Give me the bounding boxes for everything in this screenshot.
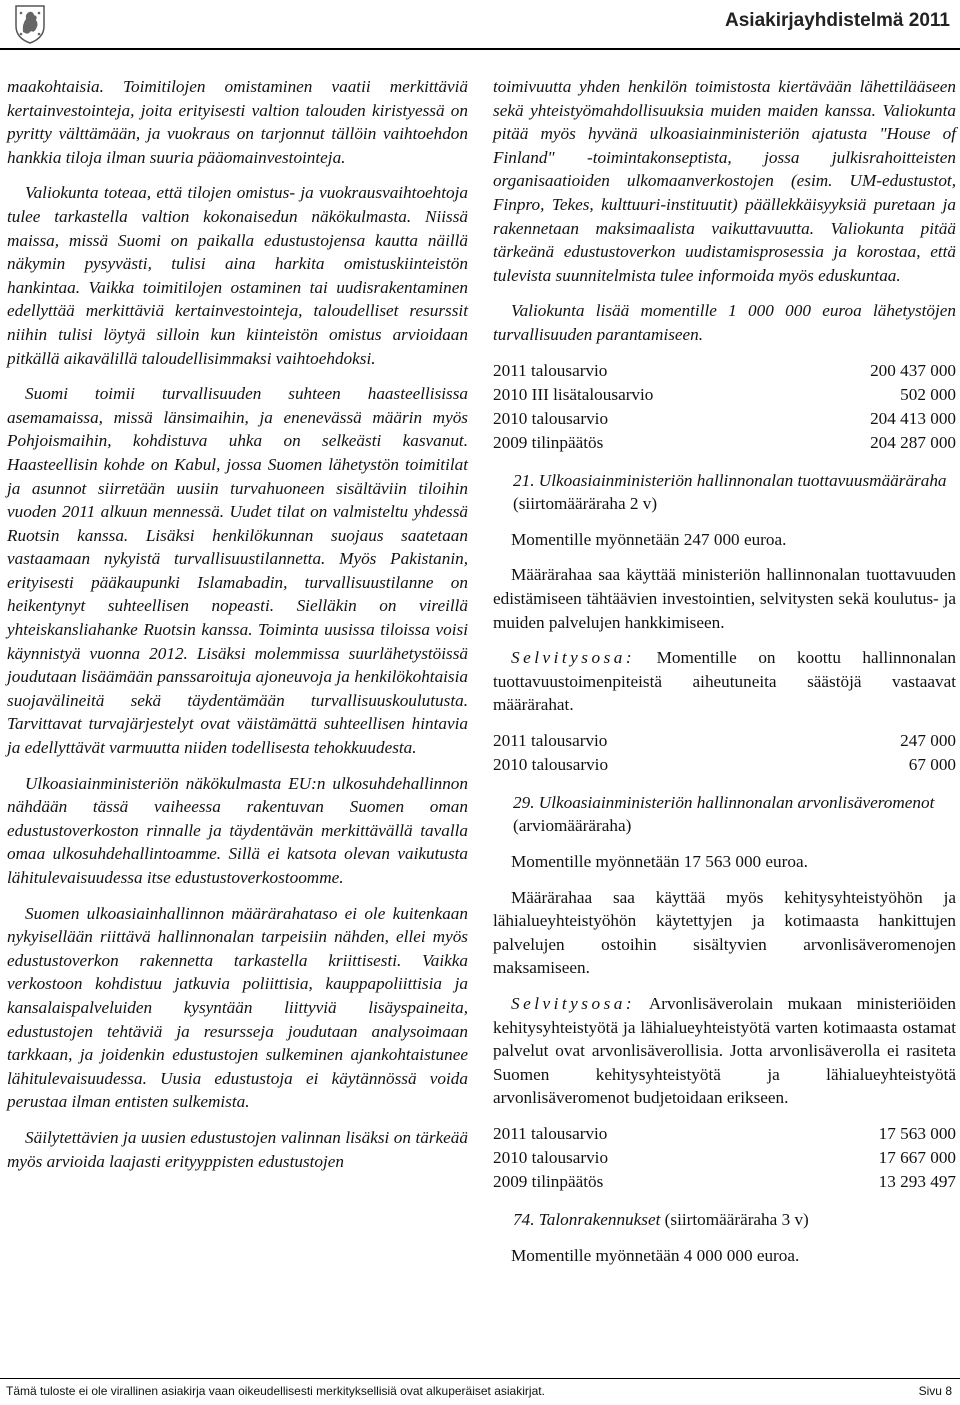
row-value: 200 437 000 <box>870 360 956 380</box>
heading-title: 21. Ulkoasiainministeriön hallinnonalan tuottavuusmääräraha <box>513 470 947 490</box>
row-label: 2011 talousarvio <box>493 1124 608 1143</box>
right-column <box>493 75 956 1279</box>
table-row <box>493 1170 956 1194</box>
row-value: 17 667 000 <box>878 1148 956 1167</box>
paragraph: Suomi toimii turvallisuuden suhteen haasteellisissa asemamaissa, missä länsimaihin, ja enenevässä määrin myös Pohjoismaihin, kohdistuva uhka on selkeästi kasvanut. Haasteellisin kohde on Kabul, jossa Suomen lähetystön toimitilat ja asunnot siirretään uusiin turvahuoneen sisältäviin tiloihin vuoden 2011 alkuun mennessä. Uudet tilat on valmisteltu yhdessä Ruotsin kanssa. Lisäksi henkilökunnan suojaus saatetaan vastaamaan nykyistä turvallisuustilannetta. Myös Pakistanin, erityisesti pääkaupunki Islamabadin, turvallisuustilanne on heikentynyt suhteellisen nopeasti. Sielläkin on vireillä yhteiskansliahanke Ruotsin kanssa. Toiminta uusissa tiloissa voisi käynnistyä vuonna 2012. Lisäksi molemmissa suurlähetystöissä joudutaan lisäämään panssaroituja ajoneuvoja ja henkilökohtaisia suojavälineitä sekä täydentämään turvallisuuskoulutusta. Tarvittavat turvajärjestelyt ovat väistämättä suhteellisen hintavia ja edellyttävät varmuutta niiden todellisesta tehokkuudesta. <box>7 384 468 758</box>
footer-disclaimer: Tämä tuloste ei ole virallinen asiakirja vaan oikeudellisesti merkityksellisiä ovat alkuperäiset asiakirjat. <box>6 1384 545 1398</box>
left-column <box>7 75 468 1185</box>
heading-type: (siirtomääräraha 2 v) <box>513 494 658 514</box>
paragraph: Säilytettävien ja uusien edustustojen valinnan lisäksi on tärkeää myös arvioida laajasti erityyppisten edustustojen <box>7 1127 468 1171</box>
selvitysosa-label: Selvitysosa: <box>511 648 636 668</box>
selvitysosa-label: Selvitysosa: <box>511 994 636 1014</box>
section-heading-74 <box>513 1208 956 1232</box>
section-heading-21 <box>513 469 956 516</box>
table-row <box>493 407 956 431</box>
page-number: Sivu 8 <box>918 1384 952 1398</box>
row-label: 2010 talousarvio <box>493 754 609 774</box>
row-label: 2010 III lisätalousarvio <box>493 384 654 404</box>
heading-title: 29. Ulkoasiainministeriön hallinnonalan arvonlisäveromenot <box>513 792 935 812</box>
paragraph: Momentille myönnetään 17 563 000 euroa. <box>511 852 808 872</box>
row-value: 502 000 <box>900 384 956 404</box>
budget-table <box>493 1122 956 1194</box>
paragraph: Ulkoasiainministeriön näkökulmasta EU:n ulkosuhdehallinnon nähdään tässä vaiheessa rakentuvan Suomen oman edustustoverkoston rinnalle ja täydentävän merkittävällä tavalla omaa ulkosuhdehallintoamme. Sillä ei katsota olevan vaikutusta lähitulevaisuudessa itse edustustoverkostoomme. <box>7 773 468 887</box>
table-row <box>493 359 956 383</box>
paragraph <box>493 646 956 717</box>
row-value: 204 413 000 <box>870 408 956 428</box>
row-label: 2010 talousarvio <box>493 1148 609 1167</box>
footer-divider <box>0 1378 960 1379</box>
paragraph: Valiokunta toteaa, että tilojen omistus- ja vuokrausvaihtoehtoja tulee tarkastella valtion kokonaisedun näkökulmasta. Niissä maissa, missä Suomi on paikalla edustustojensa kautta näillä näkymin pysyvästi, tulisi aina harkita omistuskiinteistön hankintaa. Vaikka toimitilojen ostaminen tai uudisrakentaminen edellyttää merkittäviä kertainvestointeja, taloudelliset resurssit niihin tulisi löytyä silloin kun kiinteistön omistus arvioidaan pitkällä aikavälillä taloudellisimmaksi vaihtoehdoksi. <box>7 183 468 368</box>
table-row <box>493 1122 956 1146</box>
row-label: 2011 talousarvio <box>493 360 608 380</box>
budget-table <box>493 729 956 777</box>
budget-table <box>493 359 956 455</box>
document-title: Asiakirjayhdistelmä 2011 <box>725 10 950 31</box>
paragraph: Suomen ulkoasiainhallinnon määrärahataso ei ole kuitenkaan nykyisellään riittävä hallinnonalan tarpeisiin nähden, ellei myös edustustoverkon rakennetta tarkastella kriittisesti. Vaikka verkostoon kohdistuu jatkuvia poliittisia, kauppapoliittisia ja kansalaispalveluiden kysyntään liittyviä lisäyspaineita, edustustojen tehtäviä ja resursseja joudutaan analysoimaan tarkkaan, ja joidenkin edustustojen sulkeminen ajankohtaistunee lähitulevaisuudessa. Uusia edustustoja ei käytännössä voida perustaa ilman entisten sulkemista. <box>7 903 468 1112</box>
paragraph: toimivuutta yhden henkilön toimistosta kiertävään lähettilääseen sekä yhteistyömahdollisuuksia muiden maiden kanssa. Valiokunta pitää myös hyvänä ulkoasiainministeriön ajatusta "House of Finland" -toimintakonseptista, jossa julkisrahoitteisten organisaatioiden ulkomaanverkostojen (esim. UM-edustustot, Finpro, Tekes, kulttuuri-instituutit) päällekkäisyyksiä puretaan ja rakennetaan maksimaalista vaikuttavuutta. Valiokunta pitää tärkeänä edustustoverkon uudistamisprosessia ja korostaa, että tulevista suunnitelmista tulee informoida myös eduskuntaa. <box>493 77 956 285</box>
row-label: 2009 tilinpäätös <box>493 1172 604 1191</box>
heading-type: (arviomääräraha) <box>513 816 632 836</box>
header-divider <box>0 48 960 50</box>
row-label: 2011 talousarvio <box>493 730 608 750</box>
paragraph: Momentille myönnetään 4 000 000 euroa. <box>511 1245 800 1265</box>
paragraph: maakohtaisia. Toimitilojen omistaminen vaatii merkittäviä kertainvestointeja, joita erityisesti valtion talouden kiristyessä on pyritty välttämään, ja vuokraus on tarjonnut tällöin vaihtoehdon hankkia tiloja ilman suuria pääomainvestointeja. <box>7 77 468 167</box>
row-value: 17 563 000 <box>878 1124 956 1143</box>
row-value: 204 287 000 <box>870 432 956 452</box>
row-label: 2009 tilinpäätös <box>493 432 604 452</box>
row-value: 13 293 497 <box>878 1172 956 1191</box>
paragraph-text: Arvonlisäverolain mukaan ministeriöiden kehitysyhteistyötä ja lähialueyhteistyötä varten kotimaasta ostamat palvelut ovat arvonlisäverollisia. Jotta arvonlisäverolla ei rasiteta Suomen kehitysyhteistyötä ja lähialueyhteistyötä arvonlisäveromenot budjetoidaan erikseen. <box>493 994 956 1108</box>
table-row <box>493 383 956 407</box>
paragraph: Määrärahaa saa käyttää ministeriön hallinnonalan tuottavuuden edistämiseen tähtäävien investointien, selvitysten sekä koulutus- ja muiden palvelujen hankkimiseen. <box>493 565 956 632</box>
row-value: 67 000 <box>908 754 956 774</box>
table-row <box>493 431 956 455</box>
paragraph: Määrärahaa saa käyttää myös kehitysyhteistyöhön ja lähialueyhteistyöhön käytettyjen ja kotimaasta hankittujen palvelujen ostoihin sisältyvien arvonlisäveromenojen maksamiseen. <box>493 887 956 978</box>
heading-title: 74. Talonrakennukset <box>513 1210 661 1229</box>
row-value: 247 000 <box>900 730 956 750</box>
finnish-lion-crest-icon <box>14 4 46 44</box>
paragraph <box>493 992 956 1110</box>
table-row <box>493 753 956 777</box>
row-label: 2010 talousarvio <box>493 408 609 428</box>
paragraph: Valiokunta lisää momentille 1 000 000 euroa lähetystöjen turvallisuuden parantamiseen. <box>493 301 956 344</box>
table-row <box>493 1146 956 1170</box>
paragraph-text: Momentille on koottu hallinnonalan tuottavuustoimenpiteistä aiheutuneita säästöjä vastaavat määrärahat. <box>493 648 956 715</box>
paragraph: Momentille myönnetään 247 000 euroa. <box>511 529 787 549</box>
section-heading-29 <box>513 791 956 838</box>
heading-type: (siirtomääräraha 3 v) <box>660 1210 809 1229</box>
table-row <box>493 729 956 753</box>
